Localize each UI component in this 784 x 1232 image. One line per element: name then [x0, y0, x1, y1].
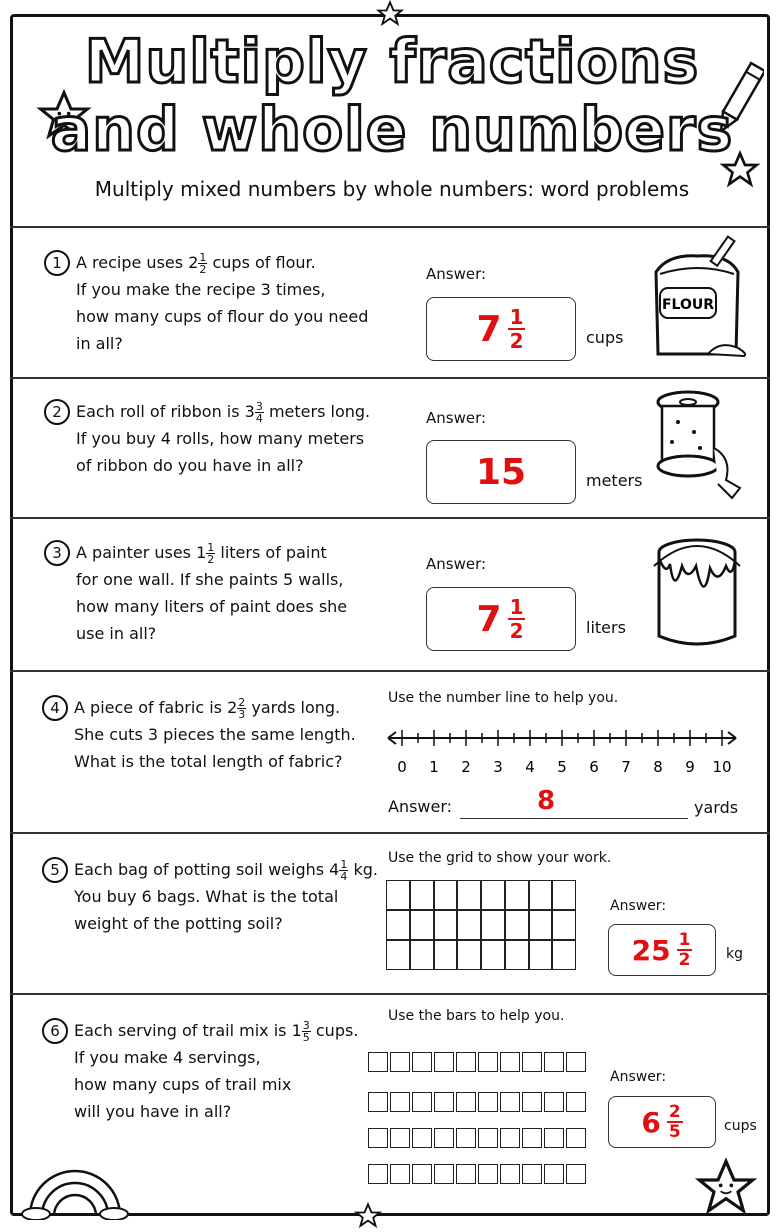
answer-label: Answer:	[610, 898, 667, 914]
problem-number: 4	[42, 695, 68, 721]
title-line-2: and whole numbers	[50, 95, 734, 165]
tick-label: 7	[621, 758, 631, 776]
flour-label: FLOUR	[661, 297, 715, 313]
flour-bag-icon	[648, 232, 748, 362]
divider	[10, 670, 770, 672]
grid-cell[interactable]	[457, 910, 481, 940]
problem-number: 1	[44, 250, 70, 276]
grid-cell[interactable]	[529, 880, 553, 910]
unit-label: liters	[586, 618, 626, 637]
tick-label: 10	[712, 758, 732, 776]
work-grid[interactable]	[386, 880, 576, 970]
answer-label: Answer:	[426, 409, 487, 427]
tick-label: 6	[589, 758, 599, 776]
answer-label: Answer:	[426, 265, 487, 283]
paint-can-icon	[652, 536, 742, 652]
grid-cell[interactable]	[481, 880, 505, 910]
bar-cell[interactable]	[544, 1052, 564, 1072]
star-top-icon	[376, 0, 404, 28]
grid-cell[interactable]	[434, 880, 458, 910]
bar-cell[interactable]	[500, 1164, 520, 1184]
bar-cell[interactable]	[390, 1092, 410, 1112]
problem-number: 3	[44, 540, 70, 566]
grid-hint: Use the grid to show your work.	[388, 850, 612, 866]
bar-cell[interactable]	[434, 1092, 454, 1112]
bar-cell[interactable]	[478, 1164, 498, 1184]
bar-cell[interactable]	[500, 1128, 520, 1148]
problem-6: 6 Each serving of trail mix is 1 $\frac{3}{5}$ cups. If you make 4 servings, how many cups of trail mix will you have in all?	[74, 1017, 394, 1125]
fraction-bar[interactable]	[368, 1092, 588, 1112]
bar-cell[interactable]	[412, 1164, 432, 1184]
grid-cell[interactable]	[386, 880, 410, 910]
grid-cell[interactable]	[505, 910, 529, 940]
grid-cell[interactable]	[529, 910, 553, 940]
bar-cell[interactable]	[566, 1092, 586, 1112]
bar-cell[interactable]	[500, 1092, 520, 1112]
grid-cell[interactable]	[386, 910, 410, 940]
problem-number: 2	[44, 399, 70, 425]
bar-cell[interactable]	[522, 1052, 542, 1072]
tick-label: 4	[525, 758, 535, 776]
bar-cell[interactable]	[368, 1092, 388, 1112]
grid-cell[interactable]	[505, 940, 529, 970]
bar-cell[interactable]	[434, 1128, 454, 1148]
problem-number: 6	[42, 1018, 68, 1044]
divider	[10, 517, 770, 519]
problem-number: 5	[42, 857, 68, 883]
grid-cell[interactable]	[410, 880, 434, 910]
problem-2: 2 Each roll of ribbon is 3 $\frac{3}{4}$ meters long. If you buy 4 rolls, how many meters of ribbon do you have in all?	[76, 398, 396, 479]
grid-cell[interactable]	[410, 940, 434, 970]
bar-cell[interactable]	[368, 1164, 388, 1184]
grid-cell[interactable]	[410, 910, 434, 940]
number-line[interactable]	[384, 724, 744, 780]
bar-cell[interactable]	[434, 1052, 454, 1072]
number-line-hint: Use the number line to help you.	[388, 690, 619, 706]
bar-cell[interactable]	[368, 1052, 388, 1072]
answer-label: Answer:	[610, 1069, 667, 1085]
unit-label: cups	[724, 1118, 757, 1134]
subtitle: Multiply mixed numbers by whole numbers: word problems	[94, 177, 690, 201]
answer-box-6[interactable]: 6 2 5	[608, 1096, 716, 1148]
unit-label: yards	[694, 798, 739, 817]
answer-box-3[interactable]: 7 1 2	[426, 587, 576, 651]
problem-3: 3 A painter uses 1 $\frac{1}{2}$ liters of paint for one wall. If she paints 5 walls, how many liters of paint does she use in all?	[76, 539, 396, 647]
grid-cell[interactable]	[552, 940, 576, 970]
star-bottom-icon	[354, 1202, 382, 1230]
bar-cell[interactable]	[412, 1052, 432, 1072]
tick-label: 0	[397, 758, 407, 776]
grid-cell[interactable]	[457, 940, 481, 970]
fraction-bar[interactable]	[368, 1052, 588, 1072]
bar-cell[interactable]	[544, 1128, 564, 1148]
grid-cell[interactable]	[505, 880, 529, 910]
divider	[10, 226, 770, 228]
bar-cell[interactable]	[478, 1052, 498, 1072]
fraction-bar[interactable]	[368, 1164, 588, 1184]
bar-cell[interactable]	[566, 1164, 586, 1184]
tick-label: 3	[493, 758, 503, 776]
tick-label: 1	[429, 758, 439, 776]
problem-5: 5 Each bag of potting soil weighs 4 $\frac{1}{4}$ kg. You buy 6 bags. What is the total weight of the potting soil?	[74, 856, 394, 937]
grid-cell[interactable]	[434, 910, 458, 940]
bar-cell[interactable]	[456, 1052, 476, 1072]
grid-cell[interactable]	[481, 910, 505, 940]
grid-cell[interactable]	[386, 940, 410, 970]
tick-label: 5	[557, 758, 567, 776]
title-line-1: Multiply fractions	[84, 27, 700, 97]
fraction-bar[interactable]	[368, 1128, 588, 1148]
grid-cell[interactable]	[529, 940, 553, 970]
divider	[10, 993, 770, 995]
bar-cell[interactable]	[544, 1092, 564, 1112]
bar-cell[interactable]	[544, 1164, 564, 1184]
bar-cell[interactable]	[522, 1092, 542, 1112]
bar-cell[interactable]	[434, 1164, 454, 1184]
grid-cell[interactable]	[552, 880, 576, 910]
bar-cell[interactable]	[456, 1092, 476, 1112]
answer-label: Answer:	[388, 797, 453, 816]
bar-cell[interactable]	[456, 1128, 476, 1148]
bar-cell[interactable]	[412, 1092, 432, 1112]
unit-label: meters	[586, 471, 643, 490]
bar-cell[interactable]	[478, 1092, 498, 1112]
grid-cell[interactable]	[434, 940, 458, 970]
bar-cell[interactable]	[456, 1164, 476, 1184]
grid-cell[interactable]	[481, 940, 505, 970]
bar-cell[interactable]	[500, 1052, 520, 1072]
tick-label: 2	[461, 758, 471, 776]
ribbon-spool-icon	[648, 388, 748, 504]
bar-cell[interactable]	[566, 1128, 586, 1148]
answer-4: 8	[536, 786, 556, 816]
bar-cell[interactable]	[390, 1128, 410, 1148]
bar-cell[interactable]	[368, 1128, 388, 1148]
bar-cell[interactable]	[478, 1128, 498, 1148]
divider	[10, 832, 770, 834]
problem-4: 4 A piece of fabric is 2 $\frac{2}{3}$ yards long. She cuts 3 pieces the same length. What is the total length of fabric?	[74, 694, 394, 775]
bar-cell[interactable]	[522, 1164, 542, 1184]
problem-1: 1 A recipe uses 2 $\frac{1}{2}$ cups of flour. If you make the recipe 3 times, how many cups of flour do you need in all?	[76, 249, 396, 357]
unit-label: cups	[586, 328, 624, 347]
answer-label: Answer:	[426, 555, 487, 573]
answer-line-4[interactable]	[460, 818, 688, 819]
bar-cell[interactable]	[412, 1128, 432, 1148]
answer-box-1[interactable]: 7 1 2	[426, 297, 576, 361]
answer-box-2[interactable]: 15	[426, 440, 576, 504]
answer-box-5[interactable]: 25 1 2	[608, 924, 716, 976]
bar-cell[interactable]	[390, 1164, 410, 1184]
grid-cell[interactable]	[552, 910, 576, 940]
tick-label: 8	[653, 758, 663, 776]
bar-cell[interactable]	[566, 1052, 586, 1072]
tick-label: 9	[685, 758, 695, 776]
bar-cell[interactable]	[522, 1128, 542, 1148]
grid-cell[interactable]	[457, 880, 481, 910]
rainbow-icon	[20, 1156, 130, 1220]
unit-label: kg	[726, 946, 743, 962]
divider	[10, 377, 770, 379]
bar-cell[interactable]	[390, 1052, 410, 1072]
smiling-star-bottom-icon	[694, 1156, 758, 1220]
bars-hint: Use the bars to help you.	[388, 1008, 565, 1024]
